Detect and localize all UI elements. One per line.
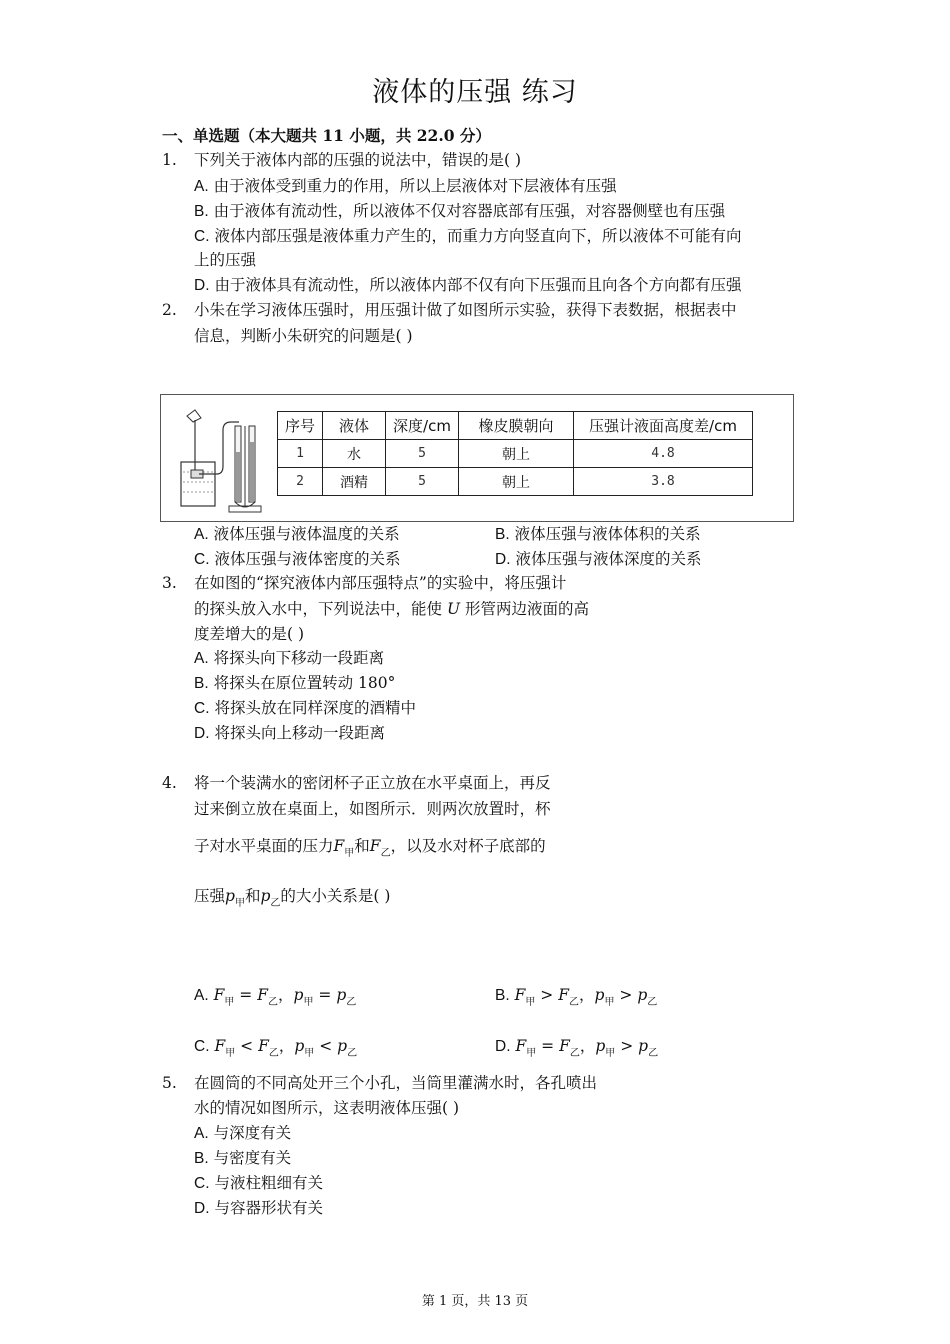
f-symbol: F — [559, 1037, 570, 1055]
option-letter: D. — [194, 725, 210, 742]
q2-stem-line2: 信息，判断小朱研究的问题是( ) — [194, 327, 413, 345]
q5-stem-line1: 在圆筒的不同高处开三个小孔，当筒里灌满水时，各孔喷出 — [194, 1074, 598, 1092]
table-cell: 5 — [386, 468, 459, 496]
q3-option-d — [194, 723, 385, 744]
table-header: 序号 — [278, 412, 323, 440]
option-letter: C. — [194, 1175, 210, 1192]
f-symbol: F — [214, 1037, 226, 1055]
q2-option-a — [194, 524, 400, 545]
option-text: 液体压强与液体深度的关系 — [515, 550, 702, 568]
q4-option-c — [194, 1036, 357, 1064]
option-text: 与容器形状有关 — [214, 1199, 323, 1217]
option-text: 与密度有关 — [213, 1149, 292, 1167]
option-letter: B. — [495, 987, 510, 1004]
option-text: 液体压强与液体密度的关系 — [214, 550, 401, 568]
q1-option-b — [194, 201, 725, 222]
relation: > — [620, 1037, 634, 1055]
q4-stem-line3 — [194, 836, 546, 864]
stem-text: 和 — [354, 837, 370, 855]
f-symbol: F — [213, 986, 225, 1004]
sub-jia: 甲 — [234, 898, 245, 909]
relation: < — [319, 1037, 333, 1055]
table-header-row — [278, 412, 753, 440]
q1-stem: 下列关于液体内部的压强的说法中，错误的是( ) — [194, 151, 522, 169]
p-symbol: p — [293, 986, 304, 1004]
option-text: 将探头在原位置转动 180° — [213, 674, 396, 692]
q2-option-d — [495, 549, 701, 570]
q3-option-c — [194, 698, 416, 719]
p-symbol: p — [294, 1037, 305, 1055]
relation: = — [541, 1037, 555, 1055]
table-header: 压强计液面高度差/cm — [574, 412, 753, 440]
table-header: 液体 — [323, 412, 386, 440]
sub-jia: 甲 — [304, 1048, 315, 1059]
sub-jia: 甲 — [604, 997, 615, 1008]
sub-yi: 乙 — [270, 898, 281, 909]
q2-option-c — [194, 549, 400, 570]
p-symbol: p — [337, 1037, 348, 1055]
option-letter: C. — [194, 700, 210, 717]
sub-jia: 甲 — [526, 1048, 537, 1059]
q4-stem-line2: 过来倒立放在桌面上，如图所示．则两次放置时，杯 — [194, 800, 551, 818]
option-letter: A. — [194, 526, 209, 543]
q2-number: 2. — [162, 301, 177, 319]
table-cell: 朝上 — [459, 440, 574, 468]
comma: ， — [579, 1037, 596, 1055]
p-symbol: p — [595, 1037, 606, 1055]
q1-option-c-cont: 上的压强 — [194, 251, 257, 269]
option-letter: B. — [194, 1150, 209, 1167]
f-symbol: F — [257, 986, 268, 1004]
q5-option-a — [194, 1123, 291, 1144]
sub-jia: 甲 — [525, 997, 536, 1008]
option-text: 与液柱粗细有关 — [214, 1174, 323, 1192]
q3-number: 3. — [162, 574, 177, 592]
q2-stem-line1: 小朱在学习液体压强时，用压强计做了如图所示实验，获得下表数据，根据表中 — [194, 301, 737, 319]
sub-yi: 乙 — [268, 1048, 279, 1059]
f-symbol: F — [333, 837, 345, 855]
p-symbol: p — [594, 986, 605, 1004]
q1-option-d — [194, 275, 741, 296]
option-text: 由于液体有流动性，所以液体不仅对容器底部有压强，对容器侧壁也有压强 — [213, 202, 726, 220]
sub-yi: 乙 — [268, 997, 278, 1008]
stem-text: 的探头放入水中，下列说法中，能使 — [194, 600, 447, 618]
comma: ， — [579, 986, 595, 1004]
option-text: 由于液体具有流动性，所以液体内部不仅有向下压强而且向各个方向都有压强 — [214, 276, 742, 294]
u-symbol: U — [446, 600, 461, 618]
option-letter: C. — [194, 228, 210, 245]
q2-figure — [160, 394, 794, 522]
q1-number: 1. — [162, 151, 177, 169]
q3-option-b — [194, 673, 395, 694]
option-text: 与深度有关 — [213, 1124, 292, 1142]
option-letter: D. — [495, 1038, 511, 1055]
comma: ， — [278, 1037, 295, 1055]
stem-text: 形管两边液面的高 — [460, 600, 589, 618]
comma: ， — [278, 986, 294, 1004]
option-letter: B. — [194, 203, 209, 220]
table-cell: 5 — [386, 440, 459, 468]
q2-option-b — [495, 524, 701, 545]
option-letter: D. — [194, 277, 210, 294]
p-symbol: p — [637, 986, 648, 1004]
relation: > — [540, 986, 554, 1004]
sub-yi: 乙 — [569, 997, 579, 1008]
option-text: 液体内部压强是液体重力产生的，而重力方向竖直向下，所以液体不可能有向 — [214, 227, 742, 245]
f-symbol: F — [558, 986, 569, 1004]
table-cell: 酒精 — [323, 468, 386, 496]
q4-number: 4. — [162, 774, 177, 792]
option-letter: A. — [194, 178, 209, 195]
relation: = — [318, 986, 332, 1004]
section-heading: 一、单选题（本大题共 11 小题，共 22.0 分） — [162, 126, 491, 145]
option-letter: B. — [194, 675, 209, 692]
f-symbol: F — [515, 1037, 527, 1055]
table-row — [278, 468, 753, 496]
table-cell: 1 — [278, 440, 323, 468]
sub-yi: 乙 — [347, 1048, 358, 1059]
f-symbol: F — [514, 986, 526, 1004]
q4-option-d — [495, 1036, 658, 1064]
q3-stem-line1: 在如图的“探究液体内部压强特点”的实验中，将压强计 — [194, 574, 567, 592]
stem-text: 压强 — [194, 887, 226, 905]
option-letter: B. — [495, 526, 510, 543]
p-symbol: p — [336, 986, 347, 1004]
relation: > — [619, 986, 633, 1004]
option-text: 由于液体受到重力的作用，所以上层液体对下层液体有压强 — [213, 177, 617, 195]
sub-jia: 甲 — [344, 848, 355, 859]
stem-text: 的大小关系是( ) — [280, 887, 391, 905]
q4-option-b — [495, 985, 657, 1013]
q4-stem-line4 — [194, 886, 390, 914]
table-header: 橡皮膜朝向 — [459, 412, 574, 440]
option-text: 将探头放在同样深度的酒精中 — [214, 699, 416, 717]
data-table — [277, 411, 753, 496]
relation: < — [240, 1037, 254, 1055]
option-letter: A. — [194, 987, 209, 1004]
table-header: 深度/cm — [386, 412, 459, 440]
stem-text: ，以及水对杯子底部的 — [390, 837, 546, 855]
sub-jia: 甲 — [303, 997, 314, 1008]
option-text: 液体压强与液体温度的关系 — [213, 525, 400, 543]
p-symbol: p — [225, 887, 235, 905]
sub-yi: 乙 — [569, 1048, 580, 1059]
q5-option-b — [194, 1148, 291, 1169]
sub-yi: 乙 — [648, 1048, 659, 1059]
sub-jia: 甲 — [605, 1048, 616, 1059]
p-symbol: p — [638, 1037, 649, 1055]
option-letter: A. — [194, 1125, 209, 1142]
table-cell: 4.8 — [574, 440, 753, 468]
page-title: 液体的压强 练习 — [372, 77, 578, 108]
table-cell: 3.8 — [574, 468, 753, 496]
stem-text: 和 — [244, 887, 261, 905]
sub-yi: 乙 — [647, 997, 658, 1008]
q4-option-a — [194, 985, 356, 1013]
option-letter: D. — [194, 1200, 210, 1217]
q5-option-d — [194, 1198, 323, 1219]
table-cell: 2 — [278, 468, 323, 496]
option-text: 液体压强与液体体积的关系 — [514, 525, 701, 543]
relation: = — [239, 986, 253, 1004]
table-cell: 水 — [323, 440, 386, 468]
sub-yi: 乙 — [380, 848, 391, 859]
sub-jia: 甲 — [224, 997, 235, 1008]
q3-stem-line3: 度差增大的是( ) — [194, 625, 305, 643]
table-row — [278, 440, 753, 468]
option-letter: C. — [194, 1038, 210, 1055]
q5-stem-line2: 水的情况如图所示，这表明液体压强( ) — [194, 1099, 460, 1117]
option-text: 将探头向下移动一段距离 — [213, 649, 385, 667]
q5-option-c — [194, 1173, 323, 1194]
stem-text: 子对水平桌面的压力 — [194, 837, 334, 855]
q1-option-c — [194, 226, 741, 247]
q1-option-a — [194, 176, 617, 197]
sub-yi: 乙 — [346, 997, 357, 1008]
p-symbol: p — [260, 887, 271, 905]
q3-stem-line2 — [194, 599, 589, 619]
pressure-gauge-illustration — [165, 396, 275, 520]
q4-stem-line1: 将一个装满水的密闭杯子正立放在水平桌面上，再反 — [194, 774, 551, 792]
page-footer: 第 1 页，共 13 页 — [421, 1294, 529, 1309]
f-symbol: F — [258, 1037, 269, 1055]
f-symbol: F — [369, 837, 381, 855]
sub-jia: 甲 — [225, 1048, 236, 1059]
q5-number: 5. — [162, 1074, 177, 1092]
option-letter: D. — [495, 551, 511, 568]
table-cell: 朝上 — [459, 468, 574, 496]
option-letter: A. — [194, 650, 209, 667]
option-text: 将探头向上移动一段距离 — [214, 724, 385, 742]
q3-option-a — [194, 648, 384, 669]
option-letter: C. — [194, 551, 210, 568]
